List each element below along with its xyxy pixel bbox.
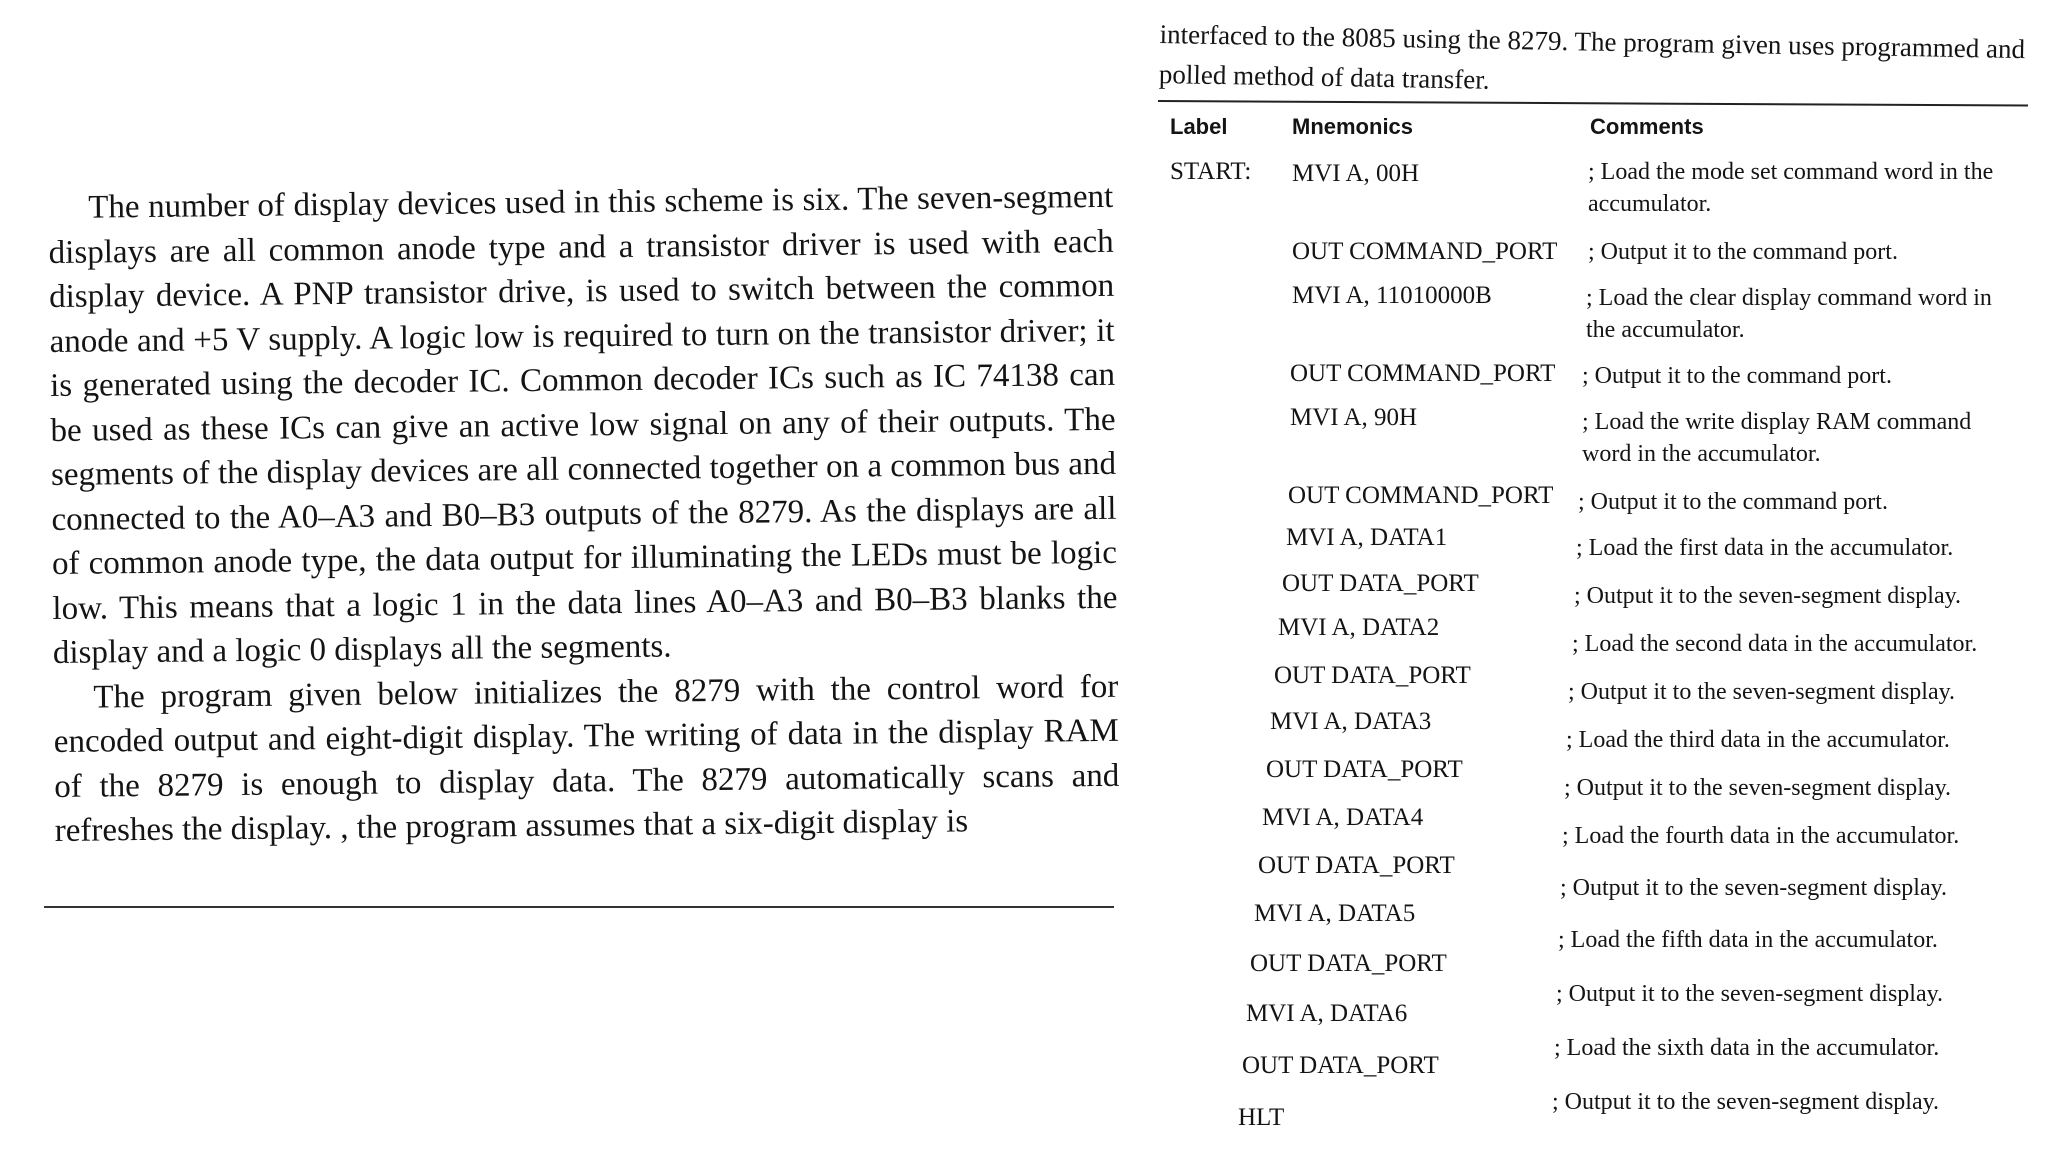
row-comment: ; Output it to the seven-segment display. (1568, 679, 1956, 705)
row-mnemonic: OUT DATA_PORT (1258, 852, 1455, 879)
table-intro-text: interfaced to the 8085 using the 8279. The program given uses programmed and polled method of data transfer. (1158, 18, 2026, 95)
row-comment: ; Output it to the seven-segment display. (1560, 875, 1948, 901)
row-comment: ; Load the write display RAM command word in the accumulator. (1582, 409, 1972, 467)
row-mnemonic: MVI A, 90H (1290, 404, 1418, 431)
row-mnemonic: OUT COMMAND_PORT (1288, 482, 1554, 509)
row-mnemonic: MVI A, DATA5 (1254, 900, 1416, 927)
row-mnemonic: OUT COMMAND_PORT (1290, 360, 1556, 387)
row-comment: ; Load the clear display command word in the accumulator. (1586, 285, 1992, 343)
row-comment: ; Load the third data in the accumulator. (1566, 727, 1950, 753)
row-mnemonic: OUT DATA_PORT (1282, 570, 1479, 597)
row-mnemonic: OUT DATA_PORT (1242, 1052, 1439, 1079)
row-mnemonic: OUT DATA_PORT (1250, 950, 1447, 977)
paragraph-program-intro: The program given below initializes the 8279 with the control word for encoded output and eight-digit display. The writing of data in the display RAM of the 8279 is enough to display data. The 8279 automatically scans and refreshes the display. , the program assumes that a six-digit display is (53, 668, 1120, 849)
row-comment: ; Load the sixth data in the accumulator. (1554, 1035, 1940, 1061)
right-column (1160, 14, 2030, 94)
row-mnemonic: OUT DATA_PORT (1266, 756, 1463, 783)
paragraph-display-scheme: The number of display devices used in this scheme is six. The seven-segment displays are all common anode type and a transistor driver is used with each display device. A PNP transistor drive, is used to switch between the common anode and +5 V supply. A logic low is required to turn on the transistor driver; it is generated using the decoder IC. Common decoder ICs such as IC 74138 can be used as these ICs can give an active low signal on any of their outputs. The segments of the display devices are all connected together on a common bus and connected to the A0–A3 and B0–B3 outputs of the 8279. As the displays are all of common anode type, the data output for illuminating the LEDs must be logic low. This means that a logic 1 in the data lines A0–A3 and B0–B3 blanks the display and a logic 0 displays all the segments. (48, 178, 1118, 671)
left-text-column (48, 175, 1120, 854)
row-comment: ; Load the second data in the accumulator. (1572, 631, 1978, 657)
header-comments: Comments (1590, 114, 1704, 139)
row-comment: ; Load the fourth data in the accumulator. (1562, 823, 1960, 849)
row-mnemonic: OUT DATA_PORT (1274, 662, 1471, 689)
row-comment: ; Output it to the seven-segment display. (1574, 583, 1962, 609)
row-comment: ; Load the fifth data in the accumulator. (1558, 927, 1938, 953)
row-mnemonic: MVI A, DATA1 (1286, 524, 1448, 551)
row-comment: ; Output it to the command port. (1588, 239, 1898, 265)
row-comment: ; Output it to the seven-segment display. (1552, 1089, 1940, 1115)
row-mnemonic: MVI A, DATA6 (1246, 1000, 1408, 1027)
row-mnemonic: OUT COMMAND_PORT (1292, 238, 1558, 265)
row-comment: ; Load the first data in the accumulator. (1576, 535, 1954, 561)
left-bottom-rule (44, 906, 1114, 908)
row-mnemonic: MVI A, DATA2 (1278, 614, 1440, 641)
row-comment: ; Output it to the command port. (1582, 363, 1892, 389)
row-mnemonic: MVI A, DATA4 (1262, 804, 1424, 831)
row-mnemonic: MVI A, DATA3 (1270, 708, 1432, 735)
row-mnemonic: MVI A, 00H (1292, 160, 1420, 187)
row-comment: ; Output it to the seven-segment display. (1556, 981, 1944, 1007)
row-mnemonic: MVI A, 11010000B (1292, 282, 1492, 309)
row-comment: ; Output it to the seven-segment display. (1564, 775, 1952, 801)
header-mnemonics: Mnemonics (1292, 114, 1414, 139)
row-comment: ; Output it to the command port. (1578, 489, 1888, 515)
row-mnemonic: HLT (1238, 1104, 1285, 1131)
row-comment: ; Load the mode set command word in the accumulator. (1588, 159, 1994, 217)
header-label: Label (1170, 114, 1228, 139)
row-label: START: (1170, 158, 1252, 185)
